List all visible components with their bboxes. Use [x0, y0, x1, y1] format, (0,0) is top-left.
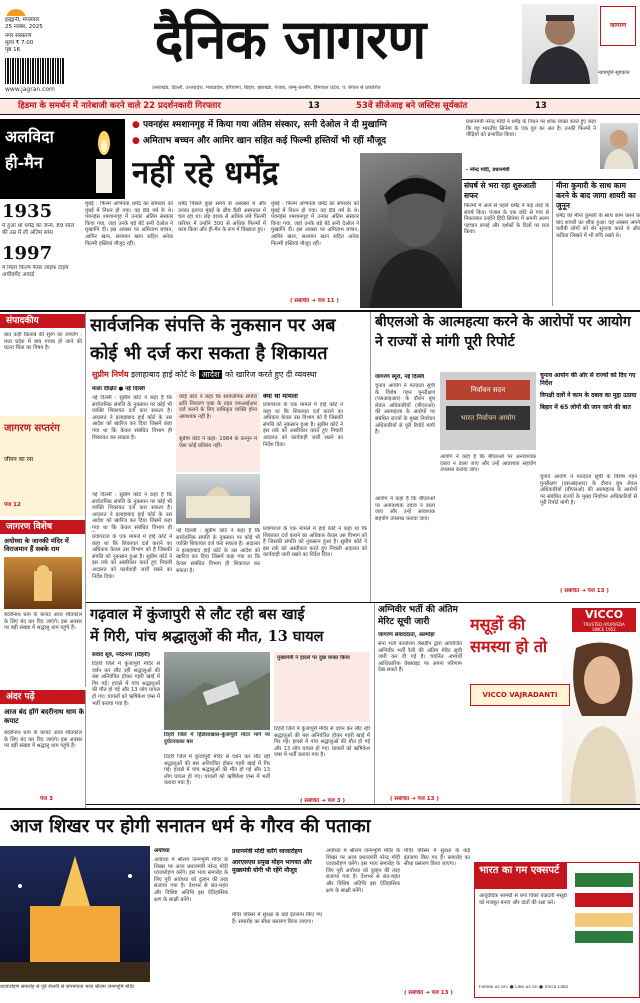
vicco-headline: मसूड़ों की समस्या हो तो [470, 615, 548, 656]
property-sub-text: इलाहाबाद हाई कोर्ट के [131, 370, 196, 379]
property-headline-1[interactable]: सार्वजनिक संपत्ति के नुकसान पर अब [90, 315, 336, 336]
strip-left-headline[interactable]: हिडमा के समर्थन में नारेबाजी करने वाले 22 प्रदर्शनकारी गिरफ्तार [18, 101, 221, 111]
property-rest-1: प्रयागराज के एक मामले में हाई कोर्ट ने कहा था कि शिकायत दर्ज कराने का अधिकार केवल उस विभाग को है जिसकी संपत्ति को नुकसान हुआ है। सुप्रीम कोर्ट ने इस तर्क को अस्वीकार करते हुए निचली अदालत को कार्यवाही जारी रखने का निर्देश दिया। [263, 402, 343, 448]
vishesh-text[interactable]: अयोध्या के जानकी मंदिर में विराजमान हैं सबके राम [4, 537, 69, 553]
blo-bullet-3: बिहार में 65 लोगों की जान जाने की बात [540, 404, 631, 411]
gum-expert-ad[interactable] [474, 862, 640, 998]
saptrang-title: जागरण सप्तरंग [4, 423, 60, 434]
vishesh-body: बदरीनाथ धाम के कपाट आज शीतकाल के लिए बंद कर दिए जाएंगे। इस अवसर पर बड़ी संख्या में श्रद्धालु धाम पहुंचे हैं। [4, 612, 82, 632]
bullet-1-text: पवनहंस श्मशानगृह में किया गया अंतिम संस्कार, सनी देओल ने दी मुखाग्नि [143, 120, 387, 130]
masthead-pages: पृष्ठ 16 [5, 47, 21, 53]
bullet-1 [132, 119, 462, 132]
dharmendra-continue[interactable]: ( संबंधित ➜ पेज 11 ) [290, 298, 339, 304]
property-box-1: कोई कोर्ट ने कहा कि सार्वजनिक संपत्ति क्षति निवारण एक्ट के तहत एफआईआर दर्ज कराने के लिए प्राधिकृत व्यक्ति होना आवश्यक नहीं है। [179, 394, 257, 420]
accident-headline-2[interactable]: में गिरी, पांच श्रद्धालुओं की मौत, 13 घायल [90, 628, 324, 645]
property-byline: माला दीक्षित ● नई दिल्ली [92, 386, 145, 392]
blo-body-2: आयोग ने कहा है कि बीएलओ पर अनावश्यक दबाव न डाला जाए और उन्हें आवश्यक सहयोग उपलब्ध कराया जाए। [375, 496, 435, 522]
accident-headline-1[interactable]: गढ़वाल में कुंजापुरी से लौट रही बस खाई [90, 606, 305, 623]
dharmendra-body-col3: मुंबई : फिल्म अभिनेता धर्मेंद्र का सोमवार को मुंबई में निधन हो गया। वह 89 वर्ष के थे। पवनहंस श्मशानगृह में उनका अंतिम संस्कार किया गया, जहां उनके बड़े बेटे सनी देओल ने मुखाग्नि दी। इस अवसर पर अमिताभ बच्चन, आमिर खान, सलमान खान सहित अनेक फिल्मी हस्तियां मौजूद रहीं। [271, 201, 359, 247]
masthead-date: 25 नवंबर, 2025 [5, 24, 43, 30]
andar-text: बदरीनाथ धाम के कपाट आज शीतकाल के लिए बंद कर दिए जाएंगे। इस अवसर पर बड़ी संख्या में श्रद्धालु धाम पहुंचे हैं। [4, 730, 82, 750]
agniveer-footer[interactable]: ( संबंधित ➜ पेज 13 ) [390, 796, 439, 802]
property-box [176, 392, 260, 472]
cji-caption: न्यायमूर्ति सूर्यकांत [598, 70, 630, 76]
andar-title: अंदर पढ़ें [0, 690, 86, 704]
masthead-city: हल्द्वानी, मंगलवार [5, 17, 40, 23]
blo-bullets [540, 372, 637, 472]
heman-label: ही-मैन [5, 153, 43, 172]
accident-body-2: टिहरी जिले में कुंजापुरी मंदिर से दर्शन कर लौट रही श्रद्धालुओं की बस अनियंत्रित होकर गहरी खाई में गिर गई। हादसे में पांच श्रद्धालुओं की मौत हो गई और 13 लोग घायल हो गए। घायलों को ऋषिकेश एम्स में भर्ती कराया गया है। [164, 754, 270, 787]
ram-body-3: अयोध्या में श्रीराम जन्मभूमि मंदिर के शिखर पर आज प्रधानमंत्री नरेन्द्र मोदी ध्वजारोहण करेंगे। इस भव्य समारोह के लिए पूरी अयोध्या को दुल्हन की तरह सजाया गया है। देशभर से संत-महंत और विशिष्ट अतिथि इस ऐतिहासिक क्षण के साक्षी बनेंगे। [326, 848, 400, 894]
bullet-2-text: अमिताभ बच्चन और आमिर खान सहित कई फिल्मी हस्तियों भी रहीं मौजूद [143, 136, 387, 146]
strip-left-page: 13 [308, 101, 320, 111]
saptrang-page[interactable]: पेज 12 [4, 502, 21, 508]
pm-quote-sign: - नरेन्द्र मोदी, प्रधानमंत्री [466, 167, 510, 173]
blo-byline: जागरण ब्यूरो, नई दिल्ली [375, 374, 425, 380]
strip-right-headline[interactable]: 53वें सीजेआइ बने जस्टिस सूर्यकांत [356, 101, 468, 111]
ram-bullets [232, 848, 322, 908]
masthead-title: दैनिक जागरण [154, 7, 426, 71]
y1935-text: में हुआ था धर्मेंद्र का जन्म, 89 साल की उम्र में ली अंतिम सांस [2, 223, 75, 236]
accident-body-3: टिहरी जिले में कुंजापुरी मंदिर से दर्शन कर लौट रही श्रद्धालुओं की बस अनियंत्रित होकर गहरी खाई में गिर गई। हादसे में पांच श्रद्धालुओं की मौत हो गई और 13 लोग घायल हो गए। घायलों को ऋषिकेश एम्स में भर्ती कराया गया है। [274, 726, 370, 759]
property-headline-2[interactable]: कोई भी दर्ज करा सकता है शिकायत [90, 343, 328, 364]
property-subhead [92, 368, 392, 382]
accident-box-text: मुख्यमंत्री ने हादसे पर दुख व्यक्त किया [277, 655, 350, 661]
dharmendra-body-col2: धर्मेंद्र पिछले कुछ समय से अस्वस्थ थे और उनका इलाज मुंबई के ब्रीच कैंडी अस्पताल में चल रहा था। छह दशक से अधिक लंबे फिल्मी करियर में उन्होंने 300 से अधिक फिल्मों में काम किया और ही-मैन के रूप में विख्यात हुए। [178, 201, 266, 234]
blo-photo-sign: निर्वाचन सदन [446, 380, 530, 400]
accident-photo [164, 652, 270, 730]
blo-body: चुनाव आयोग ने मतदाता सूची के विशेष गहन पुनरीक्षण (एसआइआर) के दौरान बूथ लेवल अधिकारियों (बीएलओ) की आत्महत्या के आरोपों पर संबंधित राज्यों के मुख्य निर्वाचन अधिकारियों से पूरी रिपोर्ट मांगी है। [375, 383, 435, 436]
vicco-since: SINCE 1952 [592, 627, 616, 632]
blo-headline[interactable]: बीएलओ के आत्महत्या करने के आरोपों पर आयोग ने राज्यों से मांगी पूरी रिपोर्ट [375, 314, 631, 350]
candle-panel [0, 119, 125, 199]
vishesh-title: जागरण विशेष [0, 520, 86, 534]
alvida-label: अलविदा [5, 127, 54, 146]
blo-bullet-2: विपक्षी दलों ने काम के दबाव का मुद्दा उठाया [540, 392, 637, 399]
supreme-court-photo [176, 474, 260, 524]
vicco-ad[interactable] [466, 604, 640, 804]
ram-headline[interactable]: आज शिखर पर होगी सनातन धर्म के गौरव की पताका [10, 816, 371, 837]
side-box [552, 181, 640, 306]
blo-bullet-1: चुनाव आयोग की ओर से राज्यों को दिए गए निर्देश [540, 372, 636, 387]
agniveer-body: सेना भर्ती कार्यालय लैंसडौन द्वारा आयोजित अग्निवीर भर्ती रैली की अंतिम मेरिट सूची जारी कर दी गई है। चयनित अभ्यर्थी आधिकारिक वेबसाइट पर अपना परिणाम देख सकते हैं। [378, 641, 462, 674]
sun-logo-icon [5, 4, 27, 16]
masthead-site: www.jagran.com [5, 86, 55, 93]
editorial-text: बात कहीं क़िताब की सुरंग का उपयोग : मध्य प्रदेश में बाघ गायब हो जाने की घटना चिंता का विषय है। [4, 332, 82, 352]
property-col-b: नई दिल्ली : सुप्रीम कोर्ट ने कहा है कि सार्वजनिक संपत्ति के नुकसान पर कोई भी व्यक्ति शिकायत दर्ज करा सकता है। अदालत ने इलाहाबाद हाई कोर्ट के उस आदेश को खारिज कर दिया जिसमें कहा गया था कि केवल संबंधित विभाग ही शिकायत कर सकता है। [176, 528, 260, 574]
accident-body: टिहरी जिले में कुंजापुरी मंदिर से दर्शन कर लौट रही श्रद्धालुओं की बस अनियंत्रित होकर गहरी खाई में गिर गई। हादसे में पांच श्रद्धालुओं की मौत हो गई और 13 लोग घायल हो गए। घायलों को ऋषिकेश एम्स में भर्ती कराया गया है। [92, 661, 160, 707]
accident-byline: संवाद सूत्र, नरेंद्रनगर (टिहरी) [92, 652, 151, 658]
accident-box [274, 652, 370, 722]
blo-photo [440, 372, 536, 450]
property-col-c: प्रयागराज के एक मामले में हाई कोर्ट ने कहा था कि शिकायत दर्ज कराने का अधिकार केवल उस विभाग को है जिसकी संपत्ति को नुकसान हुआ है। सुप्रीम कोर्ट ने इस तर्क को अस्वीकार करते हुए निचली अदालत को कार्यवाही जारी रखने का निर्देश दिया। [263, 526, 367, 559]
masthead [0, 0, 640, 98]
blo-footer[interactable]: ( संबंधित ➜ पेज 13 ) [560, 588, 609, 594]
property-sub-red: सुप्रीम निर्णय [92, 370, 129, 379]
masthead-edition: नगर संस्करण [5, 33, 32, 39]
gum-expert-follow: Follow us on: ● Like us on ● Vicco Labs [479, 985, 569, 990]
vicco-trusted: TRUSTED AYURVEDA [583, 622, 625, 627]
dharmendra-photo [360, 153, 462, 308]
ram-body-2: मंदिर परिसर में सुरक्षा के कड़े इंतजाम किए गए हैं। समारोह का सीधा प्रसारण किया जाएगा। [232, 912, 322, 925]
agniveer-byline: जागरण संवाददाता, अल्मोड़ा [378, 632, 435, 638]
vishesh-photo [4, 557, 82, 609]
vicco-brand: VICCO [584, 608, 624, 621]
vicco-logo [572, 608, 636, 632]
side-text: धर्मेंद्र को मीना कुमारी के साथ काम करने के बाद शायरी का शौक हुआ। वह अक्सर अपने करीबी लोगों को शेर सुनाया करते थे और कविता लिखने में भी रुचि रखते थे। [556, 213, 640, 239]
saptrang-text: जीवन का रस [4, 456, 34, 463]
property-box-2: सुप्रीम कोर्ट ने कहा- 1984 के कानून में ऐसा कोई प्रतिबंध नहीं। [179, 436, 257, 449]
candle-icon [88, 125, 120, 195]
y1997-text: में मिला फिल्म फेयर लाइफ टाइम अचीवमेंट अवार्ड [2, 265, 69, 278]
dharmendra-section [0, 115, 640, 310]
vicco-model-photo [562, 636, 640, 804]
ram-footer[interactable]: ( संबंधित ➜ पेज 13 ) [404, 990, 453, 996]
dharmendra-headline[interactable]: नहीं रहे धर्मेंद्र [132, 155, 279, 191]
gum-expert-text: आयुर्वेदिक सामग्री से बना विको वज्रदंती मसूड़ों को मजबूत बनाए और दांतों की रक्षा करे। [479, 893, 567, 906]
blo-more-2: चुनाव आयोग ने मतदाता सूची के विशेष गहन पुनरीक्षण (एसआइआर) के दौरान बूथ लेवल अधिकारियों (बीएलओ) की आत्महत्या के आरोपों पर संबंधित राज्यों के मुख्य निर्वाचन अधिकारियों से पूरी रिपोर्ट मांगी है। [540, 474, 637, 507]
y1997: 1997 [2, 243, 52, 264]
ram-bullet-1: प्रधानमंत्री मोदी करेंगे ध्वजारोहण [232, 848, 303, 855]
bullet-icon: ● [132, 136, 143, 146]
top-strip [0, 99, 640, 114]
accident-photo-caption: टिहरी जिले में हिंडोलाखाल-कुंजापुरी मोटर मार्ग पर दुर्घटनाग्रस्त बस [164, 732, 270, 745]
ram-photo-caption: ध्वजारोहण समारोह से पूर्व रोशनी से जगमगाता भव्य श्रीराम जन्मभूमि मंदिर [0, 984, 135, 990]
jagran-brand-mark: जागरण [600, 6, 636, 46]
masthead-barcode [5, 58, 65, 84]
col-title: संघर्ष से भरा रहा शुरुआती सफर [464, 181, 537, 200]
pm-quote-box [462, 119, 640, 177]
blo-photo-caption: भारत निर्वाचन आयोग [446, 406, 530, 430]
gum-expert-title: भारत का गम एक्सपर्ट [475, 863, 567, 889]
andar-page[interactable]: पेज 3 [40, 796, 53, 802]
property-sub-tag: आदेश [199, 370, 223, 379]
editorial-title: संपादकीय [0, 314, 86, 328]
andar-box [0, 690, 86, 808]
bullet-2 [132, 135, 462, 148]
ram-bullet-2: आरएसएस प्रमुख मोहन भागवत और मुख्यमंत्री योगी भी रहेंगे मौजूद [232, 859, 312, 874]
property-rest-2: नई दिल्ली : सुप्रीम कोर्ट ने कहा है कि सार्वजनिक संपत्ति के नुकसान पर कोई भी व्यक्ति शिकायत दर्ज करा सकता है। अदालत ने इलाहाबाद हाई कोर्ट के उस आदेश को खारिज कर दिया जिसमें कहा गया था कि केवल संबंधित विभाग ही [92, 492, 172, 531]
masthead-price: मूल्य ₹ 7.00 [5, 40, 34, 46]
cji-photo [522, 4, 598, 84]
y1935: 1935 [2, 201, 52, 222]
ram-temple-photo [0, 846, 150, 982]
masthead-states: उत्तराखंड, दिल्ली, उत्तरप्रदेश, मध्यप्रदेश, हरियाणा, बिहार, झारखंड, पंजाब, जम्मू-कश्मीर, हिमाचल प्रदेश, प. बंगाल से प्रकाशित [152, 85, 381, 91]
property-body: नई दिल्ली : सुप्रीम कोर्ट ने कहा है कि सार्वजनिक संपत्ति के नुकसान पर कोई भी व्यक्ति शिकायत दर्ज करा सकता है। अदालत ने इलाहाबाद हाई कोर्ट के उस आदेश को खारिज कर दिया जिसमें कहा गया था कि केवल संबंधित विभाग ही शिकायत कर सकता है। [92, 395, 172, 441]
col-text: फिल्मों में आने से पहले धर्मेंद्र ने कई तरह के संघर्ष किए। पंजाब के एक छोटे से गांव से निकलकर उन्होंने हिंदी सिनेमा में अपनी अलग पहचान बनाई और दर्शकों के दिलों पर राज किया। [464, 203, 549, 236]
property-sub-text2: को खारिज करते हुए दी व्यवस्था [224, 370, 317, 379]
accident-footer[interactable]: ( संबंधित ➜ पेज 3 ) [300, 798, 346, 804]
strip-right-page: 13 [535, 101, 547, 111]
blo-more: आयोग ने कहा है कि बीएलओ पर अनावश्यक दबाव न डाला जाए और उन्हें आवश्यक सहयोग उपलब्ध कराया जाए। [440, 454, 536, 474]
saptrang-box [0, 416, 86, 516]
pm-quote-text: प्रधानमंत्री नरेन्द्र मोदी ने धर्मेंद्र के निधन पर शोक व्यक्त करते हुए कहा कि वह भारतीय सिनेमा के एक युग का अंत है। उनकी फिल्मों ने पीढ़ियों को प्रभावित किया। [466, 119, 596, 139]
col-box [462, 181, 550, 306]
left-sidebar [0, 312, 86, 687]
ram-byline: अयोध्या [154, 848, 170, 854]
property-col-a: प्रयागराज के एक मामले में हाई कोर्ट ने कहा था कि शिकायत दर्ज कराने का अधिकार केवल उस विभाग को है जिसकी संपत्ति को नुकसान हुआ है। सुप्रीम कोर्ट ने इस तर्क को अस्वीकार करते हुए निचली अदालत को कार्यवाही जारी रखने का निर्देश दिया। [92, 534, 172, 580]
ram-body-4: मंदिर परिसर में सुरक्षा के कड़े इंतजाम किए गए हैं। समारोह का सीधा प्रसारण किया जाएगा। [404, 848, 470, 868]
property-box-head: क्या था मामला [263, 392, 298, 400]
agniveer-headline[interactable]: अग्निवीर भर्ती की अंतिम मेरिट सूची जारी [378, 605, 458, 627]
bullet-icon: ● [132, 120, 143, 130]
side-title: मीना कुमारी के साथ काम करने के बाद जागा शायरी का जुनून [556, 181, 636, 210]
vicco-products-icon [571, 867, 637, 947]
andar-head[interactable]: आज बंद होंगे बदरीनाथ धाम के कपाट [4, 708, 84, 725]
ram-body: अयोध्या में श्रीराम जन्मभूमि मंदिर के शिखर पर आज प्रधानमंत्री नरेन्द्र मोदी ध्वजारोहण करेंगे। इस भव्य समारोह के लिए पूरी अयोध्या को दुल्हन की तरह सजाया गया है। देशभर से संत-महंत और विशिष्ट अतिथि इस ऐतिहासिक क्षण के साक्षी बनेंगे। [154, 857, 228, 903]
dharmendra-body-col1: मुंबई : फिल्म अभिनेता धर्मेंद्र का सोमवार को मुंबई में निधन हो गया। वह 89 वर्ष के थे। पवनहंस श्मशानगृह में उनका अंतिम संस्कार किया गया, जहां उनके बड़े बेटे सनी देओल ने मुखाग्नि दी। इस अवसर पर अमिताभ बच्चन, आमिर खान, सलमान खान सहित अनेक फिल्मी हस्तियां मौजूद रहीं। [85, 201, 173, 247]
pm-photo [600, 123, 638, 169]
vicco-tube: VICCO VAJRADANTI [470, 684, 570, 706]
